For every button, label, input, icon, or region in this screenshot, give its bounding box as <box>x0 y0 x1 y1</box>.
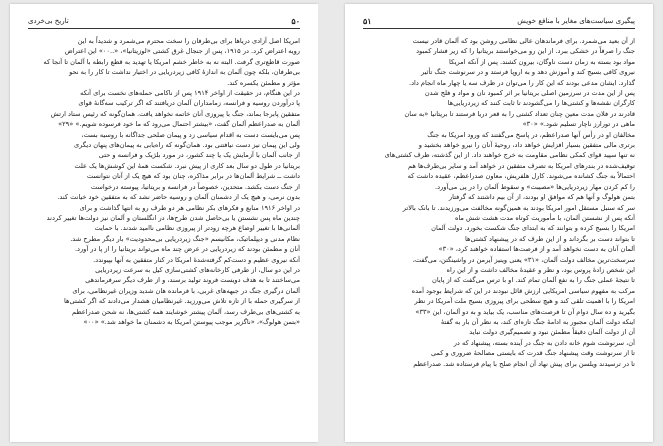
text-line: این شخص زادهٔ پروس بود، و نظر و عقیدهٔ مخالف داشت و از این راه <box>446 265 635 274</box>
text-line: پا درآوردن روسیه و فرانسه، زمامداران آلمان دریافتند که اگر ترکیب سه‌گانهٔ قوای <box>78 99 300 108</box>
text-line: ولی این پیمان نیز دست نیافتنی بود. همان‌گونه که راه‌یابی به پیمان‌های پنهان دیگری <box>73 141 300 150</box>
text-line: امریکا را بسیج کرده و بتوانند که به ابتدای جنگ شکست بخورد. دولت آلمان <box>431 224 635 233</box>
text-line: متفقین پابرجا بماند، جنگ با پیروزی آنان خاتمه نخواهد یافت. همان‌گونه که رئیس ستاد ارتش <box>50 109 300 118</box>
text-line: آن از دولت آلمان دقیقاً مطمئن نبود و تصمیم‌گیری دولت نباید <box>469 328 635 337</box>
right-page-header <box>363 16 635 29</box>
text-line: نظام مدنی و دیپلماتیک، مکانیسم «جنگ زیردریایی بی‌محدودیت» بار دیگر مطرح شد. <box>70 234 300 243</box>
text-line: داشت ــ شرایط آلمان‌ها در برابر مذاکره، چنان بود که هیچ یک از آنان نتوانست <box>86 172 300 181</box>
text-line: سرسخت‌ترین مخالف دولت آلمان، «۳۱» یعنی وینیز آیرمن در واشینگتن، می‌گفت، <box>412 255 635 264</box>
text-line: بگیرید و ده سال دوام آن تا فرصت‌های مناسب، یک بیاید و به دو آلمان، این «۳۳» <box>415 307 635 316</box>
left-page-number: ۵۰ <box>291 16 300 26</box>
text-line: در این هنگام، در حقیقت از اواخر ۱۹۱۴ پس از ناکامی حمله‌های نخست برای آنکه <box>80 89 300 98</box>
right-page-text <box>363 36 635 434</box>
text-line: «بتمن هولوگ»، «ناگزیر موجب پیوستن امریکا به دشمنان ما خواهد شد.» «۰۰» <box>83 317 300 326</box>
text-line: رویه اعتراض کرد. در ۱۹۱۵، پس از جنجال غرق کشتی «لوزیتانیا»، «..۰۰» این اعتراض <box>64 47 300 56</box>
text-line: گذارد. ایشان مدعی بودند که این کار را می‌توان در ظرف سه یا چهار ماه انجام داد. <box>408 78 635 87</box>
text-line: ماهی در تورارز ناچار تسلیم شود.» «۳۰» <box>522 120 635 129</box>
text-line: برتری مالی متفقین بسیار افزایش خواهد داد، روحیهٔ آنان را نیرو خواهد بخشید و <box>418 141 635 150</box>
text-line: آلمان به صدراعظم آلمان گفت، «بیشتر احتمال می‌رود که ما خود فرسوده شویم.» «۲۹» <box>58 120 300 129</box>
text-line: مؤثر و مطمئن یکسره کند. <box>227 78 300 87</box>
text-line: تا از سرنوشت وقت پیشنهاد جنگ قدرت که بایستی مصالحهٔ ضروری و کمی <box>430 349 635 358</box>
text-line: مخالفان او در رأس آنها صدراعظم، در پاسخ می‌گفتند که ورود امریکا به جنگ <box>427 130 635 139</box>
text-line: تا در ترسیدند ویلسن برای پیش نهاد آن انجام صلح با پیام فرستاده شد. صدراعظم <box>413 359 635 368</box>
text-line: نه تنها سپید قوای کمکی نظامی مقاومت به خرج خواهند داد. از این گذشته، ظرف کشتی‌های <box>384 151 635 160</box>
text-line: بی‌طرفان، بلکه چون آلمان به اندازهٔ کافی زیردریایی در اختیار نداشت تا کار را به نحو <box>69 68 300 77</box>
text-line: آنکه نیروی عظیم و دست‌کم گرفته‌شدهٔ امریکا در کنار متفقین به آنها بپیوندد. <box>93 255 300 264</box>
text-line: صورت قاطع‌تری گرفت. البته نه به خاطر خشم امریکا یا تهدید به قطع رابطه با آلمان تا آنجا که <box>43 57 300 66</box>
text-line: را کم کردن مهار زیردریایی‌ها «مصیبت» و سقوط آلمان را در پی می‌آورد. <box>434 182 635 191</box>
text-line: از جنگ دست بکشد. متحدین، خصوصاً در فرانسه و بریتانیا، پیوسته درخواست <box>90 182 300 191</box>
text-line: امریکا اصل آزادی دریاها برای بی‌طرفان را سخت محترم می‌شمرد و شدیداً به این <box>77 37 300 45</box>
text-line: آنان و مطمئن بودند که زیردریایی در عرض چند ماه می‌تواند بریتانیا را از پا در آورد. <box>74 245 300 254</box>
right-page-number: ۵۱ <box>363 16 372 26</box>
text-line: از جانب آلمان با آزمایش یک یا چند کشور، در مورد بلژیک و فرانسه و حتی <box>98 151 300 160</box>
text-line: به کشتی‌های بی‌طرف رسد، آلمان پیشتر خوشایند همه کشتی‌ها، نه شحن صدراعظم <box>72 307 300 316</box>
book-gutter <box>318 4 345 442</box>
text-line: مواد بود بسته به زمان دست ناوگان، بیرون کشند. پس از آنکه امریکا <box>449 57 635 66</box>
left-page-header <box>28 16 300 29</box>
text-line: اینکه دولت آلمان مجبور به ادامهٔ جنگ تازه‌ای کند، به نظر آن بار به گفتهٔ <box>440 317 635 326</box>
text-line: از سرگیری حمله با از تازه تلاش می‌ورزید. غیرنظامیان هشدار می‌دادند که اگر کشتی‌ها <box>64 297 300 306</box>
text-line: مرکب به مفهوم سیاسی امریکایی ارزش قائل نبودند در این که شرایط بوجود آمده <box>411 286 635 295</box>
text-line: بدون نرمی، و هیچ یک از دشمنان آلمان و روسیه حاضر نشد که به متفقین خود خیانت کند. <box>57 193 300 202</box>
text-line: نیروی کافی بسیج کند و آموزش دهد و به اروپا فرستد و در سرنوشت جنگ تأثیر <box>420 68 635 77</box>
text-line: جنگ را صرفاً در خشکی ببرد. از این رو می‌خواستند بریتانیا را که زیر فشار کمبود <box>416 47 635 56</box>
text-line: امریکا را با اهمیت تلقی کند و هیچ سطحی برای پیروزی بسیج ملت آمریکا در نظر <box>414 297 635 306</box>
right-page <box>345 4 653 442</box>
text-line: پس می‌بایست دست به اقدام سیاسی زد و پیمان صلحی جداگانه با روسیه بست، <box>81 130 300 139</box>
text-line: آلمان آنان به دست نخواهد آمد و از فرصت‌ها استفاده خواهند کرد، «۳۰» <box>438 245 635 254</box>
text-line: بریتانیا در طول دو سال بعد کاری از پیش نبرد. شکست همهٔ این کوشش‌ها یک علت <box>74 161 300 170</box>
left-running-title: تاریخ بی‌خردی <box>28 17 69 25</box>
text-line: آنکه پس از نشستن آلمان، با مأموریت کوتاه مدت هشت شش ماه <box>454 213 635 222</box>
text-line: پس از این مدت در سرزمین اصلی بریتانیا بر اثر کمبود نان و مواد و فلج شدن <box>424 89 635 98</box>
text-line: تا بتواند دست بر بگرداند و از این طرف که در پیشنهاد کشتی‌ها <box>464 234 635 243</box>
text-line: بتمن هولوگ و آنها هم که موافق او بودند، از آن بیم داشتند که گرفتار <box>448 193 635 202</box>
text-line: در اواخر ۱۹۱۶ منابع و فکرهای بکر نظامی هر دو طرف رو به انتها گذاشت و برای <box>79 203 300 212</box>
right-running-title: پیگیری سیاست‌های مغایر با منافع خویش <box>517 17 635 25</box>
text-line: آن، سرنوشت شوم خانه دادن به جنگ در آینده بسته، پیشنهاد که در <box>453 338 635 347</box>
text-line: آلمانی‌ها با تغییر اوضاع هرچه زودتر از پیروزی نظامی ناامید شدند. با حمایت <box>94 224 300 233</box>
text-line: می‌ساختند تا به هدف دویست فروند تولید برسند، و از طرف دیگر سرفرماندهی <box>85 276 300 285</box>
left-page <box>10 4 318 442</box>
text-line: توقیف‌شده در بندرهای امریکا به تصرف متفقین در خواهد آمد و سایر بی‌طرف‌ها هم <box>407 161 635 170</box>
text-line: سر که سنبل مستقل امور امریکا بودند به همین‌گونه مخالفت می‌ورزیدند. تا بانک بالاتر <box>402 203 635 212</box>
text-line: احتمالاً به جنگ کشانده می‌شوند. کارل هلفریش، معاون صدراعظم، عقیده داشت که <box>407 172 635 181</box>
text-line: چندین ماه پس نشستن یا بی‌حاصل شدن طرح‌ها، در انگلستان و آلمان نیز دولت‌ها تغییر کردند <box>46 213 300 222</box>
text-line: کارگران نقشه‌ها و کشتی‌ها را می‌گشودند تا ثابت کنند که زیردریایی‌ها <box>447 99 635 108</box>
text-line: از آن بعید می‌شمرد. برای فرماندهان عالی نظامی روشن بود که آلمان قادر نیست <box>412 37 635 45</box>
text-line: در این دو سال، از طرفی کارخانه‌های کشتی‌سازی کیل به سرعت زیردریایی <box>95 265 300 274</box>
left-page-text <box>28 36 300 434</box>
text-line: تا نتیجهٔ عملی جنگ را به نفع آلمان تمام کند. او با ترس می‌گفت که از پایان <box>432 276 635 285</box>
text-line: آلمان درگیری جنگ در جبهه‌های غربی، با فرمانده هان شدید وزیران غیرنظامی، برای <box>72 286 300 295</box>
text-line: قادرند در فلان مدت معین چنان تعداد کشتی را به قعر دریا فرستند تا بریتانیا «به سان <box>404 109 635 118</box>
